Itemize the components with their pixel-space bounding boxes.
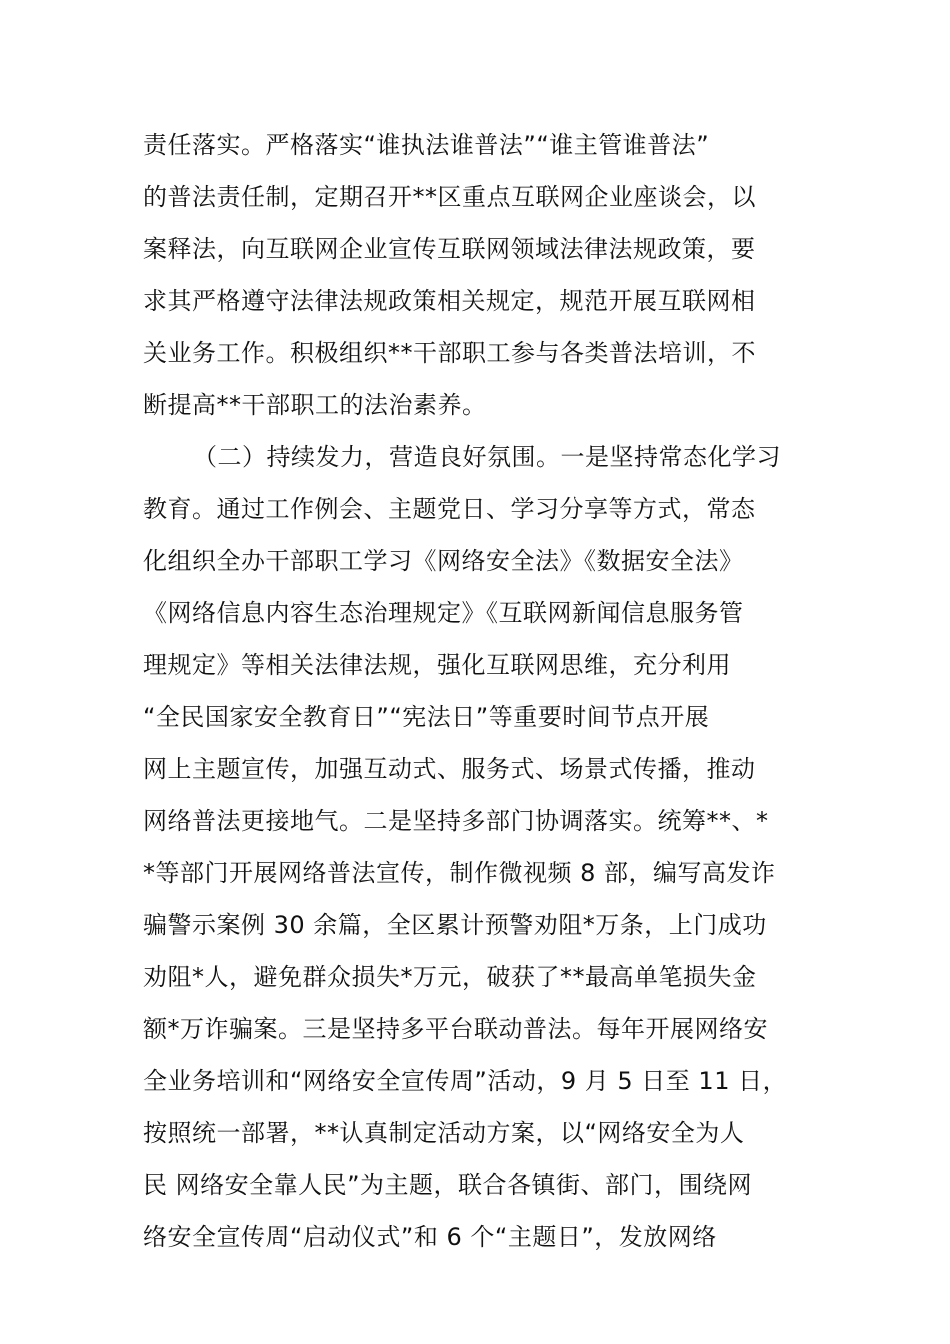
- text-line: 网络普法更接地气。二是坚持多部门协调落实。统筹**、*: [143, 807, 769, 835]
- paragraph-first-line: （二）持续发力，营造良好氛围。一是坚持常态化学习: [193, 443, 781, 471]
- text-line: 额*万诈骗案。三是坚持多平台联动普法。每年开展网络安: [143, 1015, 768, 1043]
- text-line: *等部门开展网络普法宣传，制作微视频 8 部，编写高发诈: [143, 859, 776, 887]
- text-line: 《网络信息内容生态治理规定》《互联网新闻信息服务管: [143, 599, 744, 627]
- text-line: 骗警示案例 30 余篇，全区累计预警劝阻*万条，上门成功: [143, 911, 767, 939]
- text-line: 全业务培训和“网络安全宣传周”活动，9 月 5 日至 11 日，: [143, 1067, 788, 1095]
- text-line: 案释法，向互联网企业宣传互联网领域法律法规政策，要: [143, 235, 756, 263]
- text-line: 关业务工作。积极组织**干部职工参与各类普法培训，不: [143, 339, 756, 367]
- text-line: 的普法责任制，定期召开**区重点互联网企业座谈会，以: [143, 183, 756, 211]
- text-line: 教育。通过工作例会、主题党日、学习分享等方式，常态: [143, 495, 756, 523]
- text-line: 断提高**干部职工的法治素养。: [143, 391, 487, 419]
- text-line: 求其严格遵守法律法规政策相关规定，规范开展互联网相: [143, 287, 756, 315]
- text-line: 按照统一部署，**认真制定活动方案，以“网络安全为人: [143, 1119, 745, 1147]
- text-line: 责任落实。严格落实“谁执法谁普法”“谁主管谁普法”: [143, 131, 710, 159]
- text-line: 民 网络安全靠人民”为主题，联合各镇街、部门，围绕网: [143, 1171, 753, 1199]
- text-line: 化组织全办干部职工学习《网络安全法》《数据安全法》: [143, 547, 744, 575]
- text-line: 络安全宣传周“启动仪式”和 6 个“主题日”，发放网络: [143, 1223, 717, 1251]
- text-line: 理规定》等相关法律法规，强化互联网思维，充分利用: [143, 651, 731, 679]
- text-line: “全民国家安全教育日”“宪法日”等重要时间节点开展: [143, 703, 710, 731]
- text-line: 劝阻*人，避免群众损失*万元，破获了**最高单笔损失金: [143, 963, 757, 991]
- text-line: 网上主题宣传，加强互动式、服务式、场景式传播，推动: [143, 755, 756, 783]
